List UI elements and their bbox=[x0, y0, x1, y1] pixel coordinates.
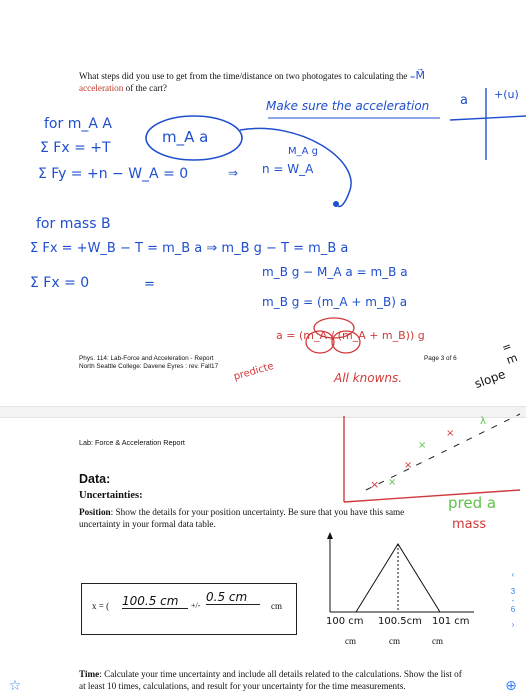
hw-ma: m_A a bbox=[162, 128, 209, 146]
tri-label-right: 101 cm bbox=[432, 616, 470, 627]
footer-page-number: Page 3 of 6 bbox=[424, 355, 457, 362]
x-uncertainty-input[interactable]: 0.5 cm bbox=[206, 590, 260, 605]
hw-implies: ⇒ bbox=[228, 166, 239, 180]
hw-all-knowns: All knowns. bbox=[334, 371, 403, 385]
x-unit: cm bbox=[271, 601, 282, 611]
tri-label-mid: 100.5cm bbox=[378, 616, 422, 627]
graph-point-5: × bbox=[446, 428, 455, 439]
position-text: : Show the details for your position uncertainty. Be sure that you have this same uncertainty in your formal data table. bbox=[79, 507, 405, 529]
time-label: Time bbox=[79, 669, 100, 679]
arrow-head-dot bbox=[333, 201, 339, 207]
hw-mag: M_A g bbox=[288, 146, 318, 157]
zoom-in-icon[interactable]: ⊕ bbox=[505, 678, 517, 694]
hw-equals: = bbox=[144, 277, 155, 292]
uncertainties-heading: Uncertainties: bbox=[79, 490, 143, 501]
graph-point-3: × bbox=[404, 460, 413, 471]
page-total: 6 bbox=[510, 605, 516, 614]
position-label: Position bbox=[79, 507, 111, 517]
hw-eq-m: = m bbox=[500, 339, 520, 367]
hw-slope: slope bbox=[472, 366, 508, 392]
page-current: 3 bbox=[510, 587, 516, 596]
tri-unit-2: cm bbox=[389, 636, 400, 646]
hw-sum-fx-b2: Σ Fx = 0 bbox=[30, 275, 90, 291]
hw-line-a: a = (m_A / (m_A + m_B)) g bbox=[276, 329, 425, 342]
hw-for-mass-b: for mass B bbox=[36, 216, 111, 232]
hw-mass: mass bbox=[452, 517, 487, 532]
graph-point-6: λ bbox=[480, 416, 486, 427]
footer-line2: North Seattle College: Davene Eyres : rev. Fall17 bbox=[79, 363, 219, 370]
hw-sum-fx-a: Σ Fx = +T bbox=[40, 140, 111, 156]
hw-pred-a: pred a bbox=[448, 494, 497, 512]
triangle-distribution bbox=[318, 530, 478, 620]
page-separator-dash: - bbox=[511, 596, 515, 605]
page-up-icon[interactable]: ‹ bbox=[511, 570, 515, 579]
page-indicator[interactable] bbox=[506, 570, 520, 629]
tri-label-left: 100 cm bbox=[326, 616, 364, 627]
star-icon[interactable]: ☆ bbox=[8, 678, 22, 694]
hw-a: a bbox=[460, 93, 468, 108]
plus-minus: +/- bbox=[191, 601, 201, 610]
graph-point-4: × bbox=[418, 440, 427, 451]
question-part2: of the cart? bbox=[125, 83, 167, 93]
hw-make-sure: Make sure the acceleration bbox=[266, 99, 430, 113]
position-uncertainty-box bbox=[81, 583, 297, 635]
tri-unit-3: cm bbox=[432, 636, 443, 646]
footer-left bbox=[79, 355, 218, 371]
sketch-axis-horizontal bbox=[450, 116, 526, 120]
handwritten-ma-mark: ₌M⃗ bbox=[409, 69, 425, 82]
x-value-input[interactable]: 100.5 cm bbox=[122, 594, 188, 609]
hw-line-mbg2: m_B g = (m_A + m_B) a bbox=[262, 295, 408, 309]
page4-header: Lab: Force & Acceleration Report bbox=[79, 438, 185, 447]
sketch-graph bbox=[330, 410, 526, 510]
position-paragraph bbox=[79, 506, 445, 530]
question-acceleration-word: acceleration bbox=[79, 83, 124, 93]
tri-unit-1: cm bbox=[345, 636, 356, 646]
tri-arrowhead bbox=[327, 532, 333, 539]
hw-sum-fx-b: Σ Fx = +W_B − T = m_B a ⇒ m_B g − T = m_B a bbox=[30, 241, 349, 256]
hw-for-mass-a: for m_A A bbox=[44, 116, 112, 132]
hw-line-mbg: m_B g − M_A a = m_B a bbox=[262, 265, 408, 279]
hw-plus-u: +(u) bbox=[494, 88, 519, 101]
graph-point-1: × bbox=[370, 478, 380, 491]
footer-line1: Phys. 114: Lab-Force and Acceleration - Report bbox=[79, 355, 214, 362]
hw-n-eq: n = W_A bbox=[262, 162, 314, 176]
hw-sum-fy-a: Σ Fy = +n − W_A = 0 bbox=[38, 166, 189, 182]
time-text: : Calculate your time uncertainty and include all details related to the calculations. Show the list of at least 10 times, calculations, and result for your uncertainty for the time measurements. bbox=[79, 669, 462, 691]
question-part1: What steps did you use to get from the time/distance on two photogates to calculating the bbox=[79, 71, 408, 81]
graph-point-2: × bbox=[388, 477, 397, 488]
time-paragraph bbox=[79, 668, 469, 692]
page-down-icon[interactable]: › bbox=[511, 620, 515, 629]
hw-predicte: predicte bbox=[232, 360, 276, 383]
data-heading: Data: bbox=[79, 472, 111, 486]
x-eq-label: x = ( bbox=[92, 601, 110, 611]
